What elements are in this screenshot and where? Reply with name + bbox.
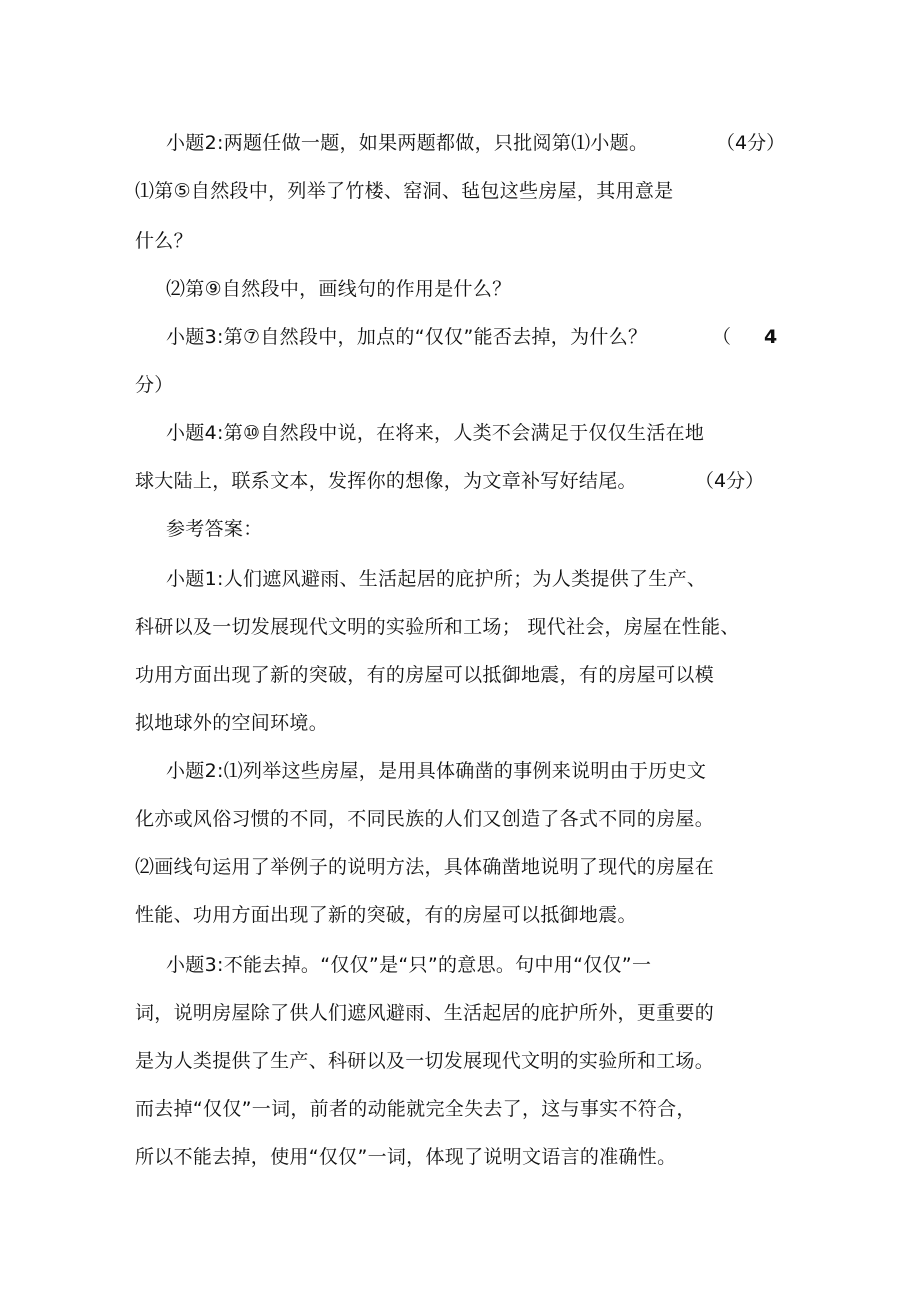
- q3-score-close: 分）: [135, 374, 174, 396]
- answer2-line2: 化亦或风俗习惯的不同，不同民族的人们又创造了各式不同的房屋。: [135, 808, 715, 830]
- answer2-line4: 性能、功用方面出现了新的突破，有的房屋可以抵御地震。: [135, 904, 637, 926]
- answer3-line5: 所以不能去掉，使用“仅仅”一词，体现了说明文语言的准确性。: [135, 1146, 677, 1168]
- answer3-line1: 小题3:不能去掉。“仅仅”是“只”的意思。句中用“仅仅”一: [166, 954, 652, 976]
- q3-stem: 小题3:第⑦自然段中，加点的“仅仅”能否去掉，为什么？: [166, 326, 648, 348]
- answer3-line4: 而去掉“仅仅”一词，前者的动能就完全失去了，这与事实不符合，: [135, 1098, 696, 1120]
- answers-heading: 参考答案：: [166, 518, 263, 540]
- q3-score-number: 4: [764, 326, 778, 348]
- q2-sub1-line2: 什么？: [135, 230, 193, 252]
- answer2-line1: 小题2:⑴列举这些房屋，是用具体确凿的事例来说明由于历史文: [166, 760, 707, 782]
- q3-score-open: （: [712, 326, 732, 348]
- q2-sub2: ⑵第⑨自然段中，画线句的作用是什么？: [166, 278, 512, 300]
- answer3-line2: 词，说明房屋除了供人们遮风避雨、生活起居的庇护所外，更重要的: [135, 1002, 715, 1024]
- answer1-line2: 科研以及一切发展现代文明的实验所和工场； 现代社会，房屋在性能、: [135, 616, 740, 638]
- q4-line1: 小题4:第⑩自然段中说，在将来，人类不会满足于仅仅生活在地: [166, 422, 705, 444]
- q4-line2: 球大陆上，联系文本，发挥你的想像，为文章补写好结尾。: [135, 470, 637, 492]
- q2-sub1-line1: ⑴第⑤自然段中，列举了竹楼、窑洞、毡包这些房屋，其用意是: [135, 180, 674, 202]
- answer3-line3: 是为人类提供了生产、科研以及一切发展现代文明的实验所和工场。: [135, 1050, 715, 1072]
- q2-score: （4分）: [716, 132, 786, 154]
- q2-stem: 小题2:两题任做一题，如果两题都做，只批阅第⑴小题。: [166, 132, 649, 154]
- answer1-line1: 小题1:人们遮风避雨、生活起居的庇护所；为人类提供了生产、: [166, 568, 707, 590]
- answer1-line3: 功用方面出现了新的突破，有的房屋可以抵御地震，有的房屋可以模: [135, 664, 715, 686]
- q4-score: （4分）: [695, 470, 765, 492]
- answer2-line3: ⑵画线句运用了举例子的说明方法，具体确凿地说明了现代的房屋在: [135, 856, 715, 878]
- answer1-line4: 拟地球外的空间环境。: [135, 712, 329, 734]
